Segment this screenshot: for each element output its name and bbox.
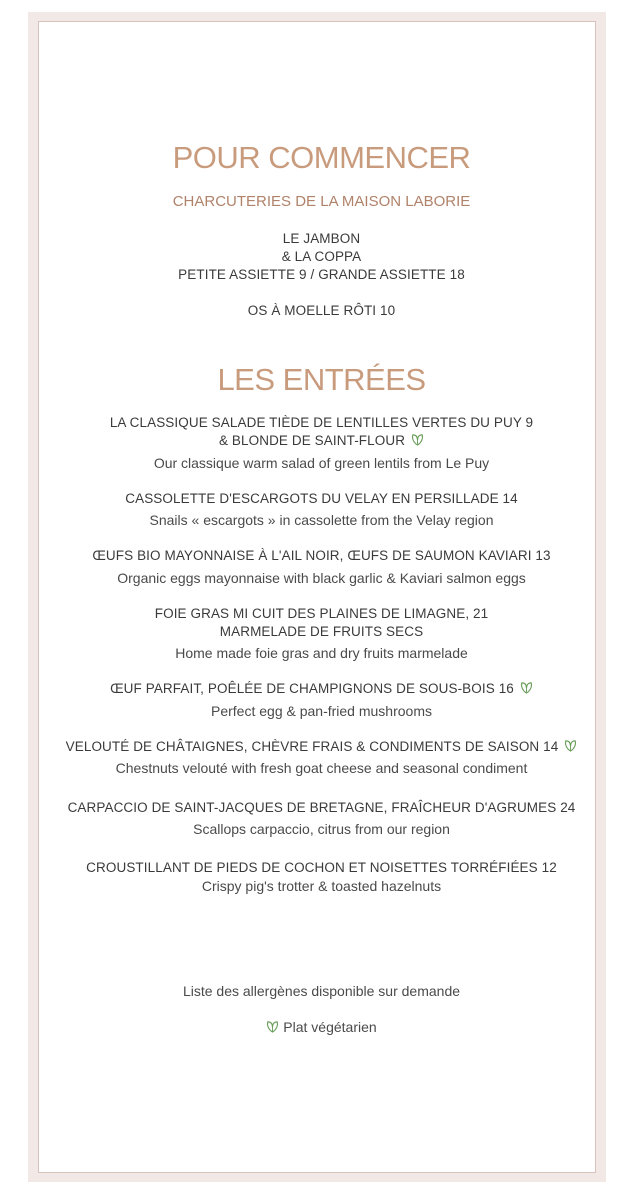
item-fr-line: ŒUFS BIO MAYONNAISE À L'AIL NOIR, ŒUFS DE SAUMON KAVIARI 13 [92,548,551,563]
item-fr-line: CARPACCIO DE SAINT-JACQUES DE BRETAGNE, FRAÎCHEUR D'AGRUMES 24 [67,800,576,815]
item-en-description: Scallops carpaccio, citrus from our region [193,821,450,837]
item-fr-line: ŒUF PARFAIT, POÊLÉE DE CHAMPIGNONS DE SOUS-BOIS 16 [0,681,643,696]
item-en-description: Perfect egg & pan-fried mushrooms [211,703,432,719]
vegetarian-legend: Plat végétarien [0,1019,643,1035]
item-line-coppa: & LA COPPA [281,249,362,264]
vegetarian-leaf-icon [266,1020,279,1033]
item-en-description: Crispy pig's trotter & toasted hazelnuts [201,878,442,894]
vegetarian-leaf-icon [520,681,533,694]
item-fr-line: LA CLASSIQUE SALADE TIÈDE DE LENTILLES VERTES DU PUY 9 [109,415,534,430]
vegetarian-leaf-icon [564,739,577,752]
section-subtitle-charcuteries: CHARCUTERIES DE LA MAISON LABORIE [172,193,471,210]
item-os-a-moelle: OS À MOELLE RÔTI 10 [247,303,396,318]
item-en-description: Chestnuts velouté with fresh goat cheese and seasonal condiment [115,760,528,776]
item-line-assiette-prices: PETITE ASSIETTE 9 / GRANDE ASSIETTE 18 [178,267,465,282]
vegetarian-leaf-icon [411,433,424,446]
allergens-note: Liste des allergènes disponible sur demande [182,983,461,999]
item-fr-line: CROUSTILLANT DE PIEDS DE COCHON ET NOISETTES TORRÉFIÉES 12 [86,860,557,875]
section-title-pour-commencer: POUR COMMENCER [172,140,471,175]
item-fr-line: FOIE GRAS MI CUIT DES PLAINES DE LIMAGNE, 21 [154,606,489,621]
item-en-description: Organic eggs mayonnaise with black garlic & Kaviari salmon eggs [117,570,526,586]
item-en-description: Snails « escargots » in cassolette from the Velay region [149,512,494,528]
item-en-description: Home made foie gras and dry fruits marmelade [175,645,468,661]
item-fr-line: CASSOLETTE D'ESCARGOTS DU VELAY EN PERSILLADE 14 [125,491,518,506]
item-fr-line: VELOUTÉ DE CHÂTAIGNES, CHÈVRE FRAIS & CONDIMENTS DE SAISON 14 [0,739,643,754]
section-title-les-entrees: LES ENTRÉES [217,362,426,397]
item-en-description: Our classique warm salad of green lentils from Le Puy [153,455,490,471]
item-line-jambon: LE JAMBON [282,231,361,246]
item-fr-line: MARMELADE DE FRUITS SECS [219,624,424,639]
item-fr-line: & BLONDE DE SAINT-FLOUR [0,433,643,448]
